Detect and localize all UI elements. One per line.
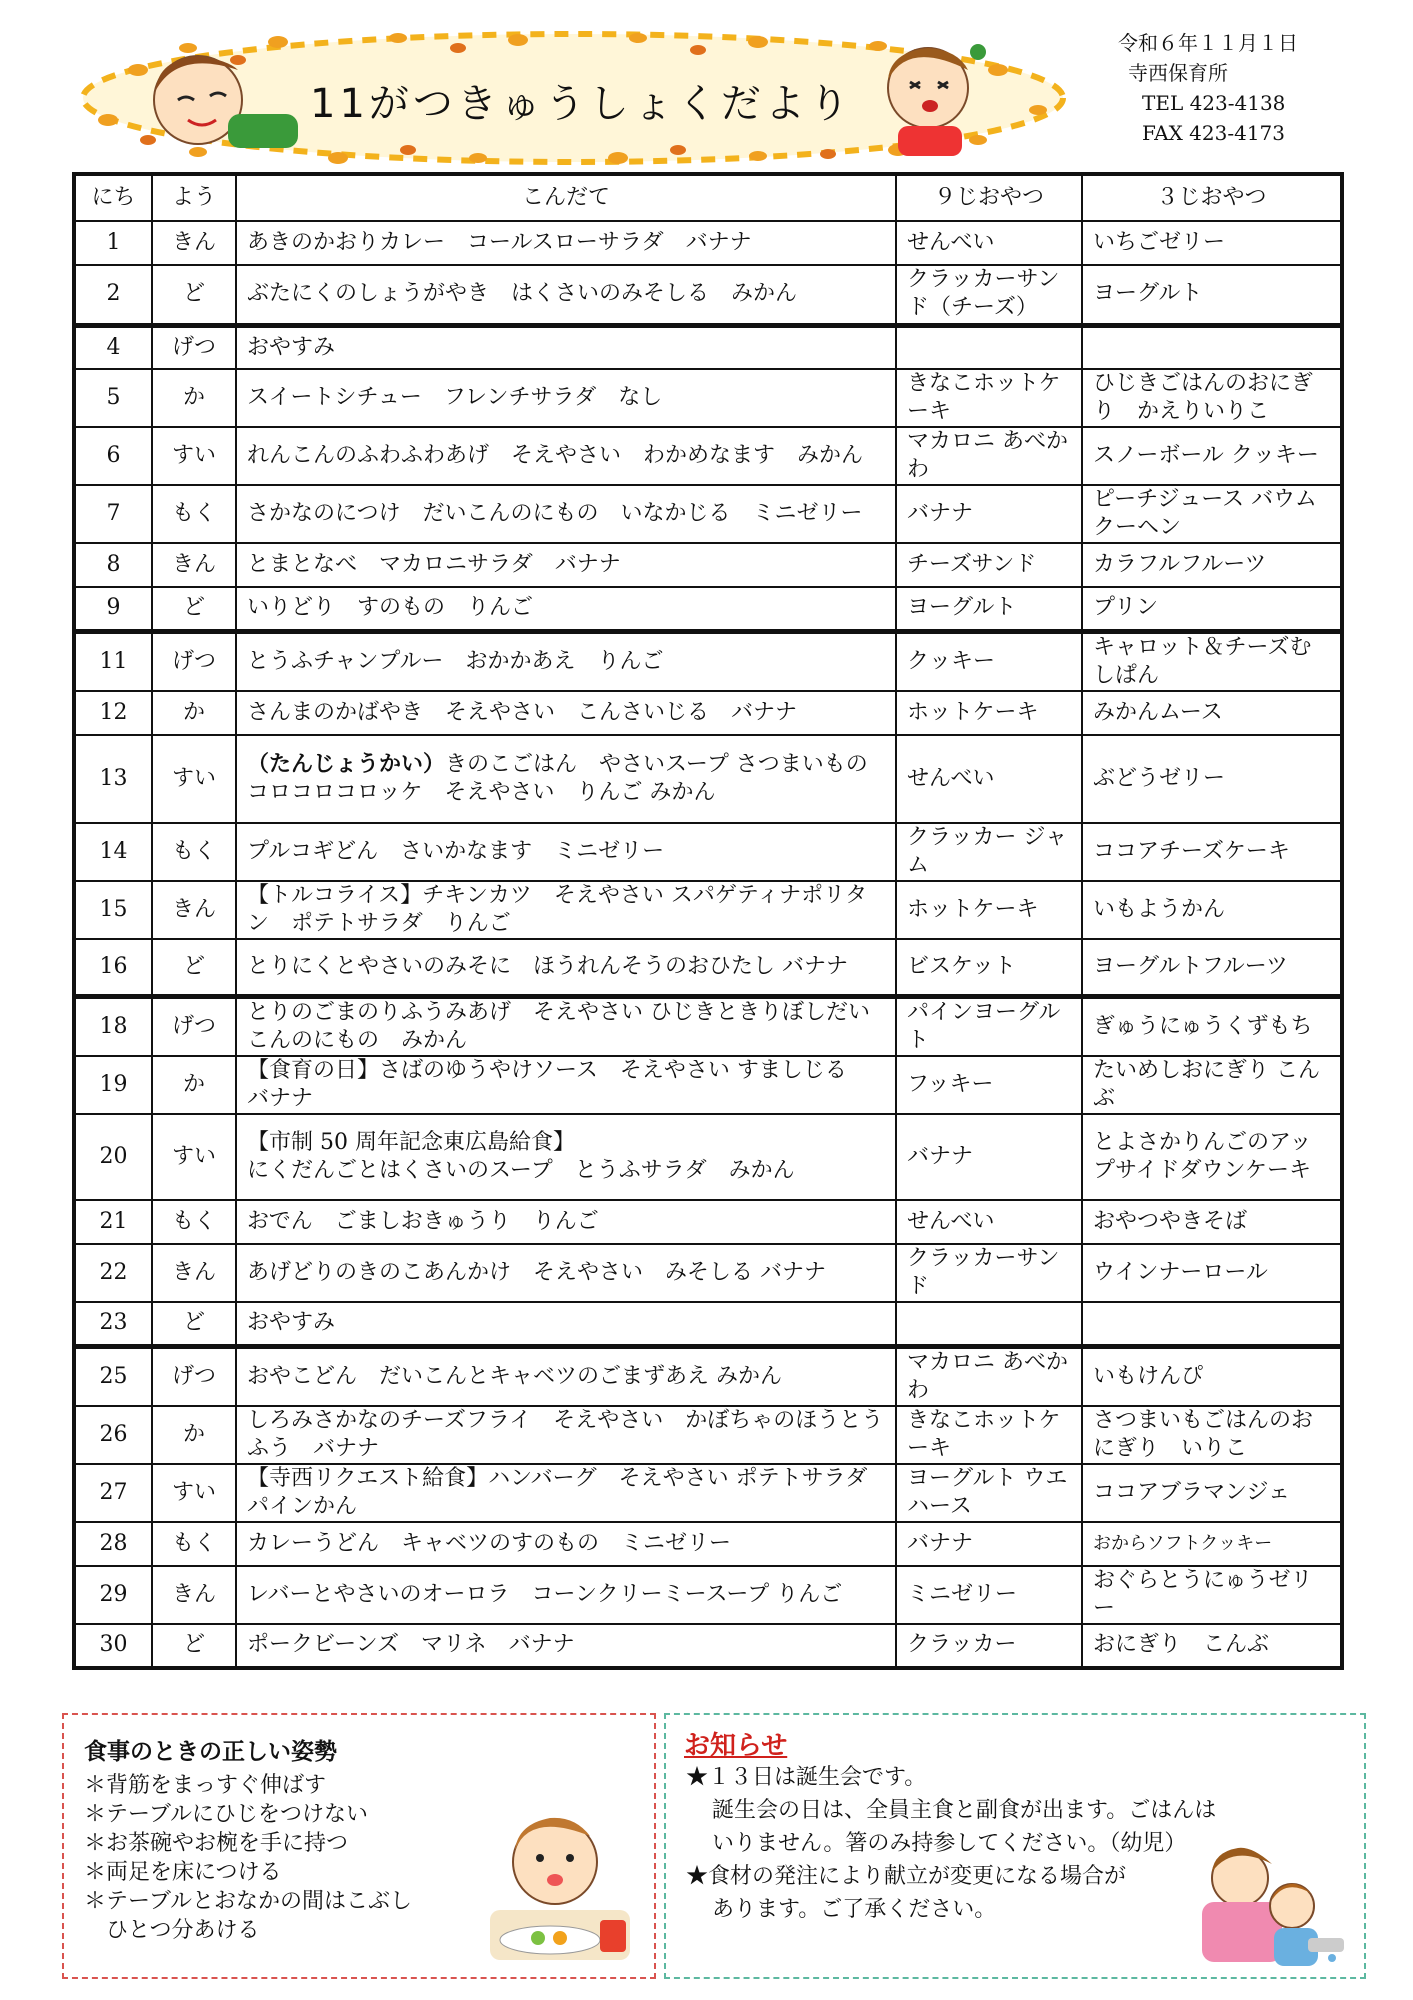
day-cell: 5 xyxy=(74,369,152,427)
day-cell: 18 xyxy=(74,997,152,1057)
school-name: 寺西保育所 xyxy=(1128,61,1228,85)
day-cell: 26 xyxy=(74,1406,152,1464)
list-item: ＊お茶碗やお椀を手に持つ xyxy=(84,1831,349,1856)
weekday-cell: か xyxy=(152,691,236,735)
weekday-cell: げつ xyxy=(152,997,236,1057)
day-cell: 19 xyxy=(74,1056,152,1114)
menu-cell: スイートシチュー フレンチサラダ なし xyxy=(236,369,896,427)
morning-snack-cell xyxy=(896,325,1082,369)
table-row xyxy=(74,1566,1342,1624)
menu-cell: おでん ごましおきゅうり りんご xyxy=(236,1200,896,1244)
weekday-cell: げつ xyxy=(152,1346,236,1406)
morning-snack-cell: クッキー xyxy=(896,631,1082,691)
day-cell: 9 xyxy=(74,587,152,631)
day-cell: 25 xyxy=(74,1346,152,1406)
afternoon-snack-cell: おからソフトクッキー xyxy=(1082,1522,1342,1566)
table-row xyxy=(74,1114,1342,1200)
morning-snack-cell: きなこホットケーキ xyxy=(896,1406,1082,1464)
morning-snack-cell: フッキー xyxy=(896,1056,1082,1114)
menu-table xyxy=(72,172,1344,1670)
menu-cell: ポークビーンズ マリネ バナナ xyxy=(236,1624,896,1668)
menu-cell xyxy=(236,735,896,823)
weekday-cell: すい xyxy=(152,1114,236,1200)
afternoon-snack-cell: キャロット＆チーズむしぱん xyxy=(1082,631,1342,691)
afternoon-snack-cell: スノーボール クッキー xyxy=(1082,427,1342,485)
morning-snack-cell: ミニゼリー xyxy=(896,1566,1082,1624)
table-row xyxy=(74,587,1342,631)
day-cell: 7 xyxy=(74,485,152,543)
list-item: ＊テーブルにひじをつけない xyxy=(84,1802,369,1827)
table-row xyxy=(74,221,1342,265)
day-cell: 13 xyxy=(74,735,152,823)
table-row xyxy=(74,1302,1342,1346)
weekday-cell: ど xyxy=(152,939,236,997)
afternoon-snack-cell: たいめしおにぎり こんぶ xyxy=(1082,1056,1342,1114)
table-row xyxy=(74,1200,1342,1244)
weekday-cell: きん xyxy=(152,881,236,939)
morning-snack-cell: クラッカー xyxy=(896,1624,1082,1668)
day-cell: 11 xyxy=(74,631,152,691)
weekday-cell: きん xyxy=(152,221,236,265)
morning-snack-cell: パインヨーグルト xyxy=(896,997,1082,1057)
table-row xyxy=(74,1244,1342,1302)
morning-snack-cell: チーズサンド xyxy=(896,543,1082,587)
afternoon-snack-cell: おぐらとうにゅうゼリー xyxy=(1082,1566,1342,1624)
weekday-cell: もく xyxy=(152,1200,236,1244)
header-morning-snack: ９じおやつ xyxy=(896,174,1082,221)
weekday-cell: もく xyxy=(152,1522,236,1566)
day-cell: 29 xyxy=(74,1566,152,1624)
notice-line: ★食材の発注により献立が変更になる場合が xyxy=(686,1864,1127,1889)
table-row xyxy=(74,369,1342,427)
weekday-cell: げつ xyxy=(152,325,236,369)
morning-snack-cell: ヨーグルト xyxy=(896,587,1082,631)
table-row xyxy=(74,265,1342,325)
afternoon-snack-cell: いもけんぴ xyxy=(1082,1346,1342,1406)
day-cell: 16 xyxy=(74,939,152,997)
weekday-cell: か xyxy=(152,369,236,427)
day-cell: 20 xyxy=(74,1114,152,1200)
morning-snack-cell: マカロニ あべかわ xyxy=(896,427,1082,485)
menu-cell: れんこんのふわふわあげ そえやさい わかめなます みかん xyxy=(236,427,896,485)
menu-cell: 【トルコライス】チキンカツ そえやさい スパゲティナポリタン ポテトサラダ りんご xyxy=(236,881,896,939)
morning-snack-cell: バナナ xyxy=(896,485,1082,543)
morning-snack-cell xyxy=(896,1302,1082,1346)
notice-title: お知らせ xyxy=(684,1731,788,1761)
menu-text: きのこごはん やさいスープ さつまいものコロコロコロッケ そえやさい りんご みかん xyxy=(247,752,868,805)
notice-line: あります。ご了承ください。 xyxy=(712,1897,997,1922)
table-row xyxy=(74,735,1342,823)
page-title: 11がつきゅうしょくだより xyxy=(310,81,853,127)
menu-cell: レバーとやさいのオーロラ コーンクリーミースープ りんご xyxy=(236,1566,896,1624)
day-cell: 8 xyxy=(74,543,152,587)
afternoon-snack-cell: とよさかりんごのアップサイドダウンケーキ xyxy=(1082,1114,1342,1200)
day-cell: 21 xyxy=(74,1200,152,1244)
table-row xyxy=(74,427,1342,485)
day-cell: 1 xyxy=(74,221,152,265)
list-item: ＊両足を床につける xyxy=(84,1860,282,1885)
afternoon-snack-cell: いもようかん xyxy=(1082,881,1342,939)
menu-cell: 【寺西リクエスト給食】ハンバーグ そえやさい ポテトサラダ パインかん xyxy=(236,1464,896,1522)
afternoon-snack-cell: ぶどうゼリー xyxy=(1082,735,1342,823)
menu-cell: あきのかおりカレー コールスローサラダ バナナ xyxy=(236,221,896,265)
morning-snack-cell: クラッカーサンド（チーズ） xyxy=(896,265,1082,325)
table-row xyxy=(74,543,1342,587)
afternoon-snack-cell: プリン xyxy=(1082,587,1342,631)
morning-snack-cell: ビスケット xyxy=(896,939,1082,997)
weekday-cell: ど xyxy=(152,1302,236,1346)
menu-cell: おやすみ xyxy=(236,325,896,369)
notice-line: いりません。箸のみ持参してください。（幼児） xyxy=(712,1831,1187,1856)
child-eating-illustration xyxy=(470,1800,640,1970)
afternoon-snack-cell: ひじきごはんのおにぎり かえりいりこ xyxy=(1082,369,1342,427)
header-afternoon-snack: ３じおやつ xyxy=(1082,174,1342,221)
table-row xyxy=(74,881,1342,939)
afternoon-snack-cell xyxy=(1082,325,1342,369)
weekday-cell: すい xyxy=(152,1464,236,1522)
menu-cell: とりのごまのりふうみあげ そえやさい ひじきときりぼしだいこんのにもの みかん xyxy=(236,997,896,1057)
header-weekday: よう xyxy=(152,174,236,221)
menu-cell: いりどり すのもの りんご xyxy=(236,587,896,631)
morning-snack-cell: マカロニ あべかわ xyxy=(896,1346,1082,1406)
menu-cell: とうふチャンプルー おかかあえ りんご xyxy=(236,631,896,691)
list-item: ＊テーブルとおなかの間はこぶし xyxy=(84,1889,413,1914)
fax-number: FAX 423-4173 xyxy=(1142,121,1286,145)
weekday-cell: か xyxy=(152,1056,236,1114)
menu-cell: さかなのにつけ だいこんのにもの いなかじる ミニゼリー xyxy=(236,485,896,543)
menu-cell: おやこどん だいこんとキャベツのごまずあえ みかん xyxy=(236,1346,896,1406)
afternoon-snack-cell: ウインナーロール xyxy=(1082,1244,1342,1302)
afternoon-snack-cell: おやつやきそば xyxy=(1082,1200,1342,1244)
afternoon-snack-cell: みかんムース xyxy=(1082,691,1342,735)
day-cell: 15 xyxy=(74,881,152,939)
menu-cell: おやすみ xyxy=(236,1302,896,1346)
morning-snack-cell: クラッカーサンド xyxy=(896,1244,1082,1302)
table-row xyxy=(74,1056,1342,1114)
table-row xyxy=(74,1346,1342,1406)
weekday-cell: すい xyxy=(152,427,236,485)
menu-cell: とりにくとやさいのみそに ほうれんそうのおひたし バナナ xyxy=(236,939,896,997)
header-menu: こんだて xyxy=(236,174,896,221)
afternoon-snack-cell: ココアブラマンジェ xyxy=(1082,1464,1342,1522)
posture-list xyxy=(84,1771,412,1945)
weekday-cell: ど xyxy=(152,587,236,631)
weekday-cell: きん xyxy=(152,543,236,587)
afternoon-snack-cell: ココアチーズケーキ xyxy=(1082,823,1342,881)
afternoon-snack-cell: ぎゅうにゅうくずもち xyxy=(1082,997,1342,1057)
menu-text: にくだんごとはくさいのスープ とうふサラダ みかん xyxy=(247,1158,795,1183)
morning-snack-cell: せんべい xyxy=(896,221,1082,265)
day-cell: 2 xyxy=(74,265,152,325)
birthday-tag: （たんじょうかい） xyxy=(247,751,446,777)
morning-snack-cell: せんべい xyxy=(896,735,1082,823)
menu-cell: しろみさかなのチーズフライ そえやさい かぼちゃのほうとうふう バナナ xyxy=(236,1406,896,1464)
table-row xyxy=(74,1464,1342,1522)
morning-snack-cell: クラッカー ジャム xyxy=(896,823,1082,881)
menu-cell: プルコギどん さいかなます ミニゼリー xyxy=(236,823,896,881)
weekday-cell: か xyxy=(152,1406,236,1464)
weekday-cell: もく xyxy=(152,823,236,881)
notice-line: 誕生会の日は、全員主食と副食が出ます。ごはんは xyxy=(712,1798,1217,1823)
issuer-block xyxy=(1118,28,1298,148)
day-cell: 12 xyxy=(74,691,152,735)
menu-cell: とまとなべ マカロニサラダ バナナ xyxy=(236,543,896,587)
menu-cell: あげどりのきのこあんかけ そえやさい みそしる バナナ xyxy=(236,1244,896,1302)
afternoon-snack-cell xyxy=(1082,1302,1342,1346)
table-row xyxy=(74,1624,1342,1668)
weekday-cell: きん xyxy=(152,1244,236,1302)
morning-snack-cell: せんべい xyxy=(896,1200,1082,1244)
table-row xyxy=(74,631,1342,691)
menu-cell: 【食育の日】さばのゆうやけソース そえやさい すましじる バナナ xyxy=(236,1056,896,1114)
afternoon-snack-cell: ヨーグルト xyxy=(1082,265,1342,325)
day-cell: 30 xyxy=(74,1624,152,1668)
weekday-cell: きん xyxy=(152,1566,236,1624)
day-cell: 28 xyxy=(74,1522,152,1566)
notice-line: ★１３日は誕生会です。 xyxy=(686,1765,927,1790)
day-cell: 6 xyxy=(74,427,152,485)
menu-cell: さんまのかばやき そえやさい こんさいじる バナナ xyxy=(236,691,896,735)
afternoon-snack-cell: ピーチジュース バウムクーヘン xyxy=(1082,485,1342,543)
day-cell: 4 xyxy=(74,325,152,369)
weekday-cell: ど xyxy=(152,265,236,325)
morning-snack-cell: きなこホットケーキ xyxy=(896,369,1082,427)
menu-cell xyxy=(236,1114,896,1200)
notice-body xyxy=(686,1761,1216,1926)
table-row xyxy=(74,997,1342,1057)
morning-snack-cell: ヨーグルト ウエハース xyxy=(896,1464,1082,1522)
table-row xyxy=(74,1406,1342,1464)
table-row xyxy=(74,691,1342,735)
weekday-cell: すい xyxy=(152,735,236,823)
day-cell: 22 xyxy=(74,1244,152,1302)
weekday-cell: もく xyxy=(152,485,236,543)
day-cell: 23 xyxy=(74,1302,152,1346)
afternoon-snack-cell: ヨーグルトフルーツ xyxy=(1082,939,1342,997)
table-row xyxy=(74,939,1342,997)
afternoon-snack-cell: さつまいもごはんのおにぎり いりこ xyxy=(1082,1406,1342,1464)
morning-snack-cell: バナナ xyxy=(896,1522,1082,1566)
table-row xyxy=(74,823,1342,881)
menu-cell: ぶたにくのしょうがやき はくさいのみそしる みかん xyxy=(236,265,896,325)
table-row xyxy=(74,1522,1342,1566)
table-header-row xyxy=(74,174,1342,221)
tel-number: TEL 423-4138 xyxy=(1142,91,1286,115)
handwashing-illustration xyxy=(1182,1842,1352,1970)
morning-snack-cell: バナナ xyxy=(896,1114,1082,1200)
day-cell: 14 xyxy=(74,823,152,881)
issue-date: 令和６年１１月１日 xyxy=(1118,31,1298,55)
menu-cell: カレーうどん キャベツのすのもの ミニゼリー xyxy=(236,1522,896,1566)
list-item: ＊背筋をまっすぐ伸ばす xyxy=(84,1773,327,1798)
afternoon-snack-cell: カラフルフルーツ xyxy=(1082,543,1342,587)
table-row xyxy=(74,325,1342,369)
afternoon-snack-cell: おにぎり こんぶ xyxy=(1082,1624,1342,1668)
weekday-cell: ど xyxy=(152,1624,236,1668)
day-cell: 27 xyxy=(74,1464,152,1522)
morning-snack-cell: ホットケーキ xyxy=(896,691,1082,735)
event-tag: 【市制 50 周年記念東広島給食】 xyxy=(247,1130,575,1155)
header-day: にち xyxy=(74,174,152,221)
table-row xyxy=(74,485,1342,543)
weekday-cell: げつ xyxy=(152,631,236,691)
morning-snack-cell: ホットケーキ xyxy=(896,881,1082,939)
list-item: ひとつ分あける xyxy=(84,1918,260,1943)
posture-title: 食事のときの正しい姿勢 xyxy=(84,1739,337,1765)
afternoon-snack-cell: いちごゼリー xyxy=(1082,221,1342,265)
